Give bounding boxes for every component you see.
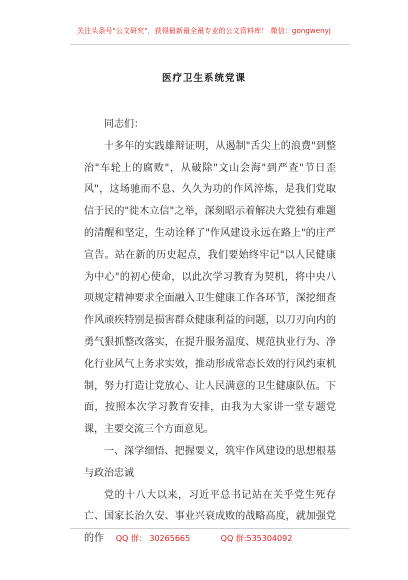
salutation: 同志们： [104, 119, 144, 130]
section-heading-1: 一、深学细悟、把握要义，筑牢作风建设的思想根基与政治忠诚 [84, 445, 336, 479]
document-title: 医疗卫生系统党课 [161, 73, 246, 84]
document-body [84, 114, 336, 550]
header-promo-text: 关注头条号"公文研究"，获得最新最全最专业的公文资料库！ 微信：gongwenyj [77, 27, 331, 35]
footer-qq-group-1: QQ 群： 30265665 [115, 534, 191, 543]
footer-contact [0, 533, 408, 544]
header-divider [70, 44, 350, 45]
paragraph-intro: 十多年的实践雄辩证明，从遏制"舌尖上的浪费"到整治"车轮上的腐败"，从破除"文山会海"到严查"节日歪风"，这场驰而不息、久久为功的作风淬炼，是我们党取信于民的"徙木立信"之举，深刻昭示着解决大党独有难题的清醒和坚定，生动诠释了"作风建设永远在路上"的庄严宣告。站在新的历史起点，我们要始终牢记"以人民健康为中心"的初心使命，以此次学习教育为契机，将中央八项规定精神要求全面融入卫生健康工作各环节，深挖细查作风顽疾特别是损害群众健康利益的问题，以刀刃向内的勇气狠抓整改落实，在提升服务温度、规范执业行为、净化行业风气上务求实效，推动形成常态长效的行风约束机制，努力打造让党放心、让人民满意的卫生健康队伍。下面，按照本次学习教育安排，由我为大家讲一堂专题党课，主要交流三个方面意见。 [84, 140, 336, 436]
paragraph-section-1: 党的十八大以来，习近平总书记站在关乎党生死存亡、国家长治久安、事业兴衰成败的战略高度，就加强党的作 [84, 489, 336, 545]
footer-qq-group-2: QQ 群:535304092 [220, 534, 293, 543]
footer-divider [70, 528, 350, 529]
